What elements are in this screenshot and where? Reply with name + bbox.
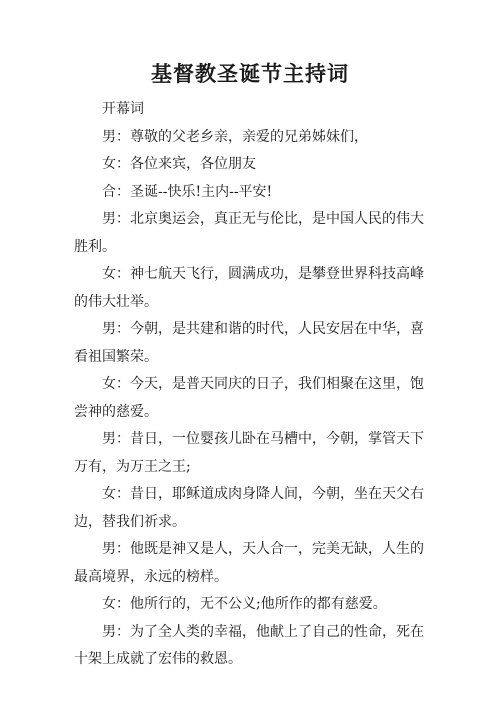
paragraph-line: 合：圣诞--快乐!主内--平安! [102, 183, 273, 200]
paragraph-line: 男：为了全人类的幸福，他献上了自己的性命，死在 [102, 623, 424, 640]
paragraph-line: 边，替我们祈求。 [74, 513, 186, 530]
paragraph-line: 十架上成就了宏伟的救恩。 [74, 651, 242, 667]
paragraph-line: 尝神的慈爱。 [74, 403, 158, 420]
paragraph-line: 看祖国繁荣。 [74, 348, 158, 365]
document-title: 基督教圣诞节主持词 [151, 61, 349, 86]
document-body [74, 96, 426, 674]
paragraph-line: 男：尊敬的父老乡亲，亲爱的兄弟姊妹们， [102, 128, 368, 145]
paragraph-line: 女：今天，是普天同庆的日子，我们相聚在这里，饱 [102, 376, 424, 392]
paragraph-line: 胜利。 [74, 238, 116, 255]
paragraph-line: 男：他既是神又是人，天人合一，完美无缺，人生的 [102, 541, 424, 557]
paragraph-line: 男：北京奥运会，真正无与伦比，是中国人民的伟大 [102, 211, 424, 227]
paragraph-line: 女：他所行的，无不公义;他所作的都有慈爱。 [102, 596, 387, 612]
paragraph-line: 男：昔日，一位婴孩儿卧在马槽中，今朝，掌管天下 [102, 431, 424, 447]
paragraph-line: 女：昔日，耶稣道成肉身降人间，今朝，坐在天父右 [102, 486, 424, 502]
paragraph-line: 男：今朝，是共建和谐的时代，人民安居在中华，喜 [102, 321, 424, 337]
paragraph-line: 女：各位来宾，各位朋友 [102, 156, 256, 172]
paragraph-line: 最高境界，永远的榜样。 [74, 568, 228, 585]
paragraph-line: 女：神七航天飞行，圆满成功，是攀登世界科技高峰 [102, 266, 424, 282]
paragraph-line: 的伟大壮举。 [74, 293, 158, 310]
paragraph-line: 开幕词 [102, 101, 144, 117]
paragraph-line: 万有，为万王之王; [74, 458, 191, 475]
